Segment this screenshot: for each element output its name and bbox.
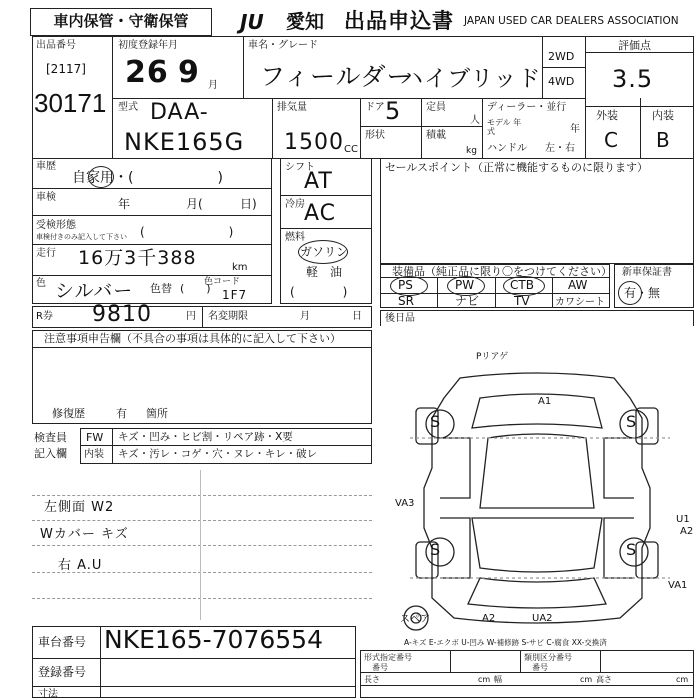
r-ticket-label: R券 xyxy=(36,311,53,322)
equip-ps-circle xyxy=(390,276,428,296)
lot-number-value: 30171 xyxy=(34,88,107,118)
tire-mark-fl: S xyxy=(430,412,442,431)
equipment-label: 装備品（純正品に限り〇をつけてください） xyxy=(392,265,612,278)
car-grade-value: ハイブリッド xyxy=(400,66,542,92)
damage-a2-right: A2 xyxy=(680,526,694,537)
dims-length-unit: cm xyxy=(478,675,491,684)
aircon-label: 冷房 xyxy=(285,199,305,210)
color-value: シルバー xyxy=(55,280,134,302)
displacement-label: 排気量 xyxy=(277,102,307,113)
tire-mark-rl: S xyxy=(430,540,442,559)
rear-items-block xyxy=(380,310,694,326)
equip-sr: SR xyxy=(398,294,414,308)
r-ticket-value: 9810 xyxy=(92,302,152,327)
shift-value: AT xyxy=(304,169,333,194)
remark-3: 右 A.U xyxy=(58,558,103,573)
color-code-label: 色コード xyxy=(204,277,241,287)
name-change-day: 日 xyxy=(352,311,362,322)
inspector-fw-items: キズ・凹み・ヒビ割・リペア跡・X要 xyxy=(118,431,293,443)
lot-number-label: 出品番号 xyxy=(36,40,76,51)
lot-number-sub: [2117] xyxy=(46,62,86,76)
model-year-unit: 年 xyxy=(570,124,580,135)
dims-width-unit: cm xyxy=(580,675,593,684)
equip-tv: TV xyxy=(514,294,530,308)
inspection-month: 月( xyxy=(186,197,203,211)
model-prefix: DAA- xyxy=(150,100,209,125)
color-change-paren: ( ) xyxy=(180,282,211,295)
shift-label: シフト xyxy=(285,162,315,173)
warranty-circle xyxy=(618,281,642,305)
spare-label: スペア xyxy=(400,614,430,625)
name-change-label: 名変期限 xyxy=(208,311,248,322)
exterior-label: 外装 xyxy=(596,109,618,122)
first-reg-month-unit: 月 xyxy=(208,80,218,91)
association-name: JAPAN USED CAR DEALERS ASSOCIATION xyxy=(464,15,679,27)
dims-height-unit: cm xyxy=(676,675,689,684)
interior-label: 内装 xyxy=(652,109,674,122)
inspection-day: 日) xyxy=(240,197,257,211)
fuel-circle xyxy=(298,240,348,264)
damage-rear-gate: Pリアゲ xyxy=(476,352,509,362)
damage-va3: VA3 xyxy=(395,498,415,509)
warranty-opts: 有・無 xyxy=(624,286,661,300)
rating-score: 3.5 xyxy=(612,65,654,93)
shape-label: 形状 xyxy=(365,130,385,141)
remark-1: 左側面 W2 xyxy=(44,500,115,515)
capacity-unit: 人 xyxy=(470,115,480,126)
inspector-label-2: 記入欄 xyxy=(34,447,67,460)
cert-sub-2: 番号 xyxy=(532,663,548,672)
equip-seat: カワシート xyxy=(555,297,605,308)
doors-value: 5 xyxy=(385,97,402,125)
damage-legend: A-キズ E-エクボ U-凹み W-補修跡 S-サビ C-腐食 XX-交換済 xyxy=(404,638,607,647)
registration-label: 登録番号 xyxy=(38,665,87,679)
tire-mark-rr: S xyxy=(626,540,638,559)
chassis-label: 車台番号 xyxy=(38,635,87,649)
r-ticket-unit: 円 xyxy=(186,311,196,322)
displacement-unit: CC xyxy=(344,144,358,155)
rating-label: 評価点 xyxy=(618,39,651,52)
inspection-year: 年 xyxy=(118,197,131,211)
warranty-label: 新車保証書 xyxy=(622,267,672,278)
history-label: 車歴 xyxy=(36,161,56,172)
inspector-interior-items: キズ・汚レ・コゲ・穴・ヌレ・キレ・破レ xyxy=(118,448,318,460)
car-damage-diagram xyxy=(380,328,694,638)
equip-aw: AW xyxy=(568,278,588,292)
mileage-value: 16万3千388 xyxy=(78,247,197,269)
equip-ps: PS xyxy=(398,278,413,292)
first-reg-month: 9 xyxy=(178,55,200,90)
inspector-interior: 内装 xyxy=(84,449,104,460)
color-code-value: 1F7 xyxy=(222,288,248,302)
fuel-label: 燃料 xyxy=(285,232,305,243)
form-title: 出品申込書 xyxy=(344,9,454,33)
equip-pw: PW xyxy=(455,278,475,292)
equip-navi: ナビ xyxy=(455,294,480,308)
fuel-paren: ( ) xyxy=(290,285,348,299)
car-name-value: フィールダー xyxy=(260,62,413,91)
receipt-sub: 車検付きのみ記入して下さい xyxy=(36,233,127,241)
cert-label-1: 形式指定番号 xyxy=(364,653,412,662)
damage-va1: VA1 xyxy=(668,580,688,591)
color-change-label: 色替 xyxy=(150,282,172,295)
exterior-grade: C xyxy=(604,128,619,152)
load-unit: kg xyxy=(466,146,477,156)
repair-part: 箇所 xyxy=(146,407,168,420)
repair-value: 有 xyxy=(116,407,127,420)
dims-length: 長さ xyxy=(364,675,380,684)
history-value: 自家用・( ) xyxy=(72,170,223,186)
ju-logo: JU xyxy=(240,10,264,34)
tire-mark-fr: S xyxy=(626,412,638,431)
equip-pw-circle xyxy=(447,276,485,296)
brand-name: 愛知 xyxy=(286,11,325,33)
car-name-label: 車名・グレード xyxy=(248,40,318,51)
model-label: 型式 xyxy=(118,102,138,113)
inspection-label: 車検 xyxy=(36,192,56,203)
model-code: NKE165G xyxy=(124,128,245,156)
inspector-fw: FW xyxy=(86,431,104,444)
mileage-unit: km xyxy=(232,262,248,273)
load-label: 積載 xyxy=(426,130,446,141)
receipt-label: 受検形態 xyxy=(36,220,76,231)
equip-ctb-circle xyxy=(503,276,545,296)
model-year-label: モデル 年式 xyxy=(487,118,522,136)
damage-ua2: UA2 xyxy=(532,613,553,624)
history-circle xyxy=(88,166,114,188)
damage-a2-bottom: A2 xyxy=(482,613,496,624)
damage-a1-top: A1 xyxy=(538,396,552,407)
mileage-label: 走行 xyxy=(36,248,56,259)
displacement-value: 1500 xyxy=(284,130,344,155)
inspector-label-1: 検査員 xyxy=(34,431,67,444)
cert-sub-1: 番号 xyxy=(372,663,388,672)
dims-height: 高さ xyxy=(596,675,612,684)
drive-4wd: 4WD xyxy=(548,75,575,88)
receipt-paren: ( ) xyxy=(140,225,234,239)
sales-point-label: セールスポイント（正常に機能するものに限ります） xyxy=(385,161,649,174)
first-reg-year: 26 xyxy=(125,55,169,90)
drive-2wd: 2WD xyxy=(548,50,575,63)
capacity-label: 定員 xyxy=(426,102,446,113)
handle-label: ハンドル xyxy=(487,143,527,154)
cert-label-2: 類別区分番号 xyxy=(524,653,572,662)
dealer-label: ディーラー・並行 xyxy=(487,102,567,113)
remark-2: Wカバー キズ xyxy=(40,527,129,542)
dims-width: 幅 xyxy=(494,675,502,684)
fuel-diesel: 軽 油 xyxy=(306,265,343,279)
name-change-month: 月 xyxy=(300,311,310,322)
chassis-value: NKE165-7076554 xyxy=(104,625,323,654)
first-reg-label: 初度登録年月 xyxy=(118,40,178,51)
rear-items-label: 後日品 xyxy=(385,313,415,324)
storage-label: 車内保管・守衛保管 xyxy=(30,8,212,36)
color-label: 色 xyxy=(36,278,46,289)
interior-grade: B xyxy=(656,128,671,152)
notes-label: 注意事項申告欄（不具合の事項は具体的に記入して下さい） xyxy=(44,332,341,345)
repair-label: 修復歴 xyxy=(52,407,85,420)
doors-label: ドア xyxy=(365,102,385,113)
aircon-value: AC xyxy=(304,201,337,226)
damage-u1: U1 xyxy=(676,514,690,525)
fuel-gasoline: ガソリン xyxy=(300,245,349,259)
equip-ctb: CTB xyxy=(510,278,534,292)
handle-opts: 左・右 xyxy=(545,143,575,154)
dims-label: 寸法 xyxy=(38,689,58,700)
